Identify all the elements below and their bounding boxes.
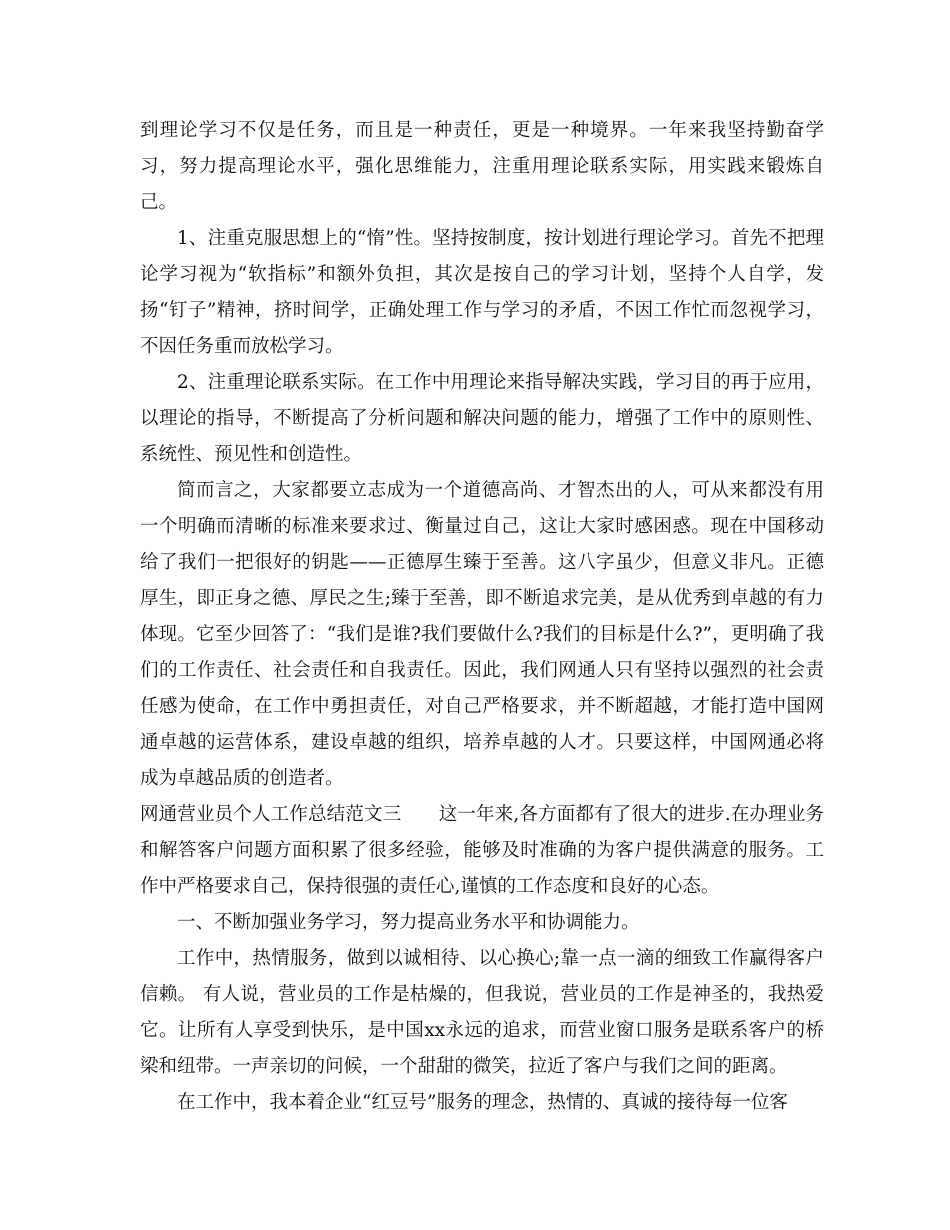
paragraph: 2、注重理论联系实际。在工作中用理论来指导解决实践，学习目的再于应用，以理论的指导，不断提高了分析问题和解决问题的能力，增强了工作中的原则性、系统性、预见性和创造性。 [140,372,824,465]
paragraph: 1、注重克服思想上的“惰”性。坚持按制度，按计划进行理论学习。首先不把理论学习视为“软指标”和额外负担，其次是按自己的学习计划，坚持个人自学，发扬“钉子”精神，挤时间学，正确处理工作与学习的矛盾，不因工作忙而忽视学习，不因任务重而放松学习。 [140,228,824,357]
paragraph: 工作中，热情服务，做到以诚相待、以心换心;靠一点一滴的细致工作赢得客户信赖。 有人说，营业员的工作是枯燥的，但我说，营业员的工作是神圣的，我热爱它。让所有人享受到快乐，是中国xx永远的追求，而营业窗口服务是联系客户的桥梁和纽带。一声亲切的问候，一个甜甜的微笑，拉近了客户与我们之间的距离。 [140,948,824,1077]
paragraph: 在工作中，我本着企业“红豆号”服务的理念，热情的、真诚的接待每一位客 [177,1092,788,1113]
paragraph: 一、不断加强业务学习，努力提高业务水平和协调能力。 [177,912,640,933]
paragraph: 简而言之，大家都要立志成为一个道德高尚、才智杰出的人，可从来都没有用一个明确而清晰的标准来要求过、衡量过自己，这让大家时感困惑。现在中国移动给了我们一把很好的钥匙——正德厚生臻于至善。这八字虽少，但意义非凡。正德厚生，即正身之德、厚民之生;臻于至善，即不断追求完美，是从优秀到卓越的有力体现。它至少回答了：“我们是谁?我们要做什么?我们的目标是什么?”，更明确了我们的工作责任、社会责任和自我责任。因此，我们网通人只有坚持以强烈的社会责任感为使命，在工作中勇担责任，对自己严格要求，并不断超越，才能打造中国网通卓越的运营体系，建设卓越的组织，培养卓越的人才。只要这样，中国网通必将成为卓越品质的创造者。 [140,480,824,789]
document-body [140,113,824,1121]
paragraph: 网通营业员个人工作总结范文三 这一年来,各方面都有了很大的进步.在办理业务和解答客户问题方面积累了很多经验，能够及时准确的为客户提供满意的服务。工作中严格要求自己，保持很强的责任心,谨慎的工作态度和良好的心态。 [140,804,824,897]
paragraph: 到理论学习不仅是任务，而且是一种责任，更是一种境界。一年来我坚持勤奋学习，努力提高理论水平，强化思维能力，注重用理论联系实际，用实践来锻炼自己。 [140,120,824,213]
